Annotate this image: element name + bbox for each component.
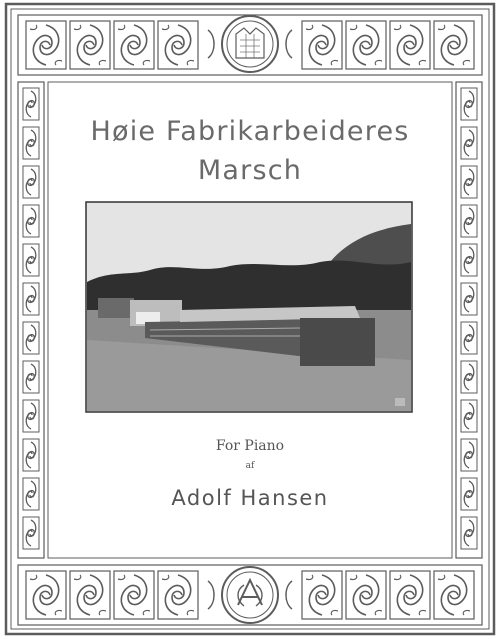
medallion-icon [208, 16, 292, 72]
composer-name: Adolf Hansen [171, 486, 329, 510]
instrument-label: For Piano [215, 438, 285, 454]
title-line-1: Høie Fabrikarbeideres [90, 116, 410, 147]
title-line-2: Marsch [197, 155, 303, 186]
factory-photograph [86, 202, 412, 412]
monogram-icon [208, 567, 292, 623]
by-label: af [245, 461, 255, 471]
